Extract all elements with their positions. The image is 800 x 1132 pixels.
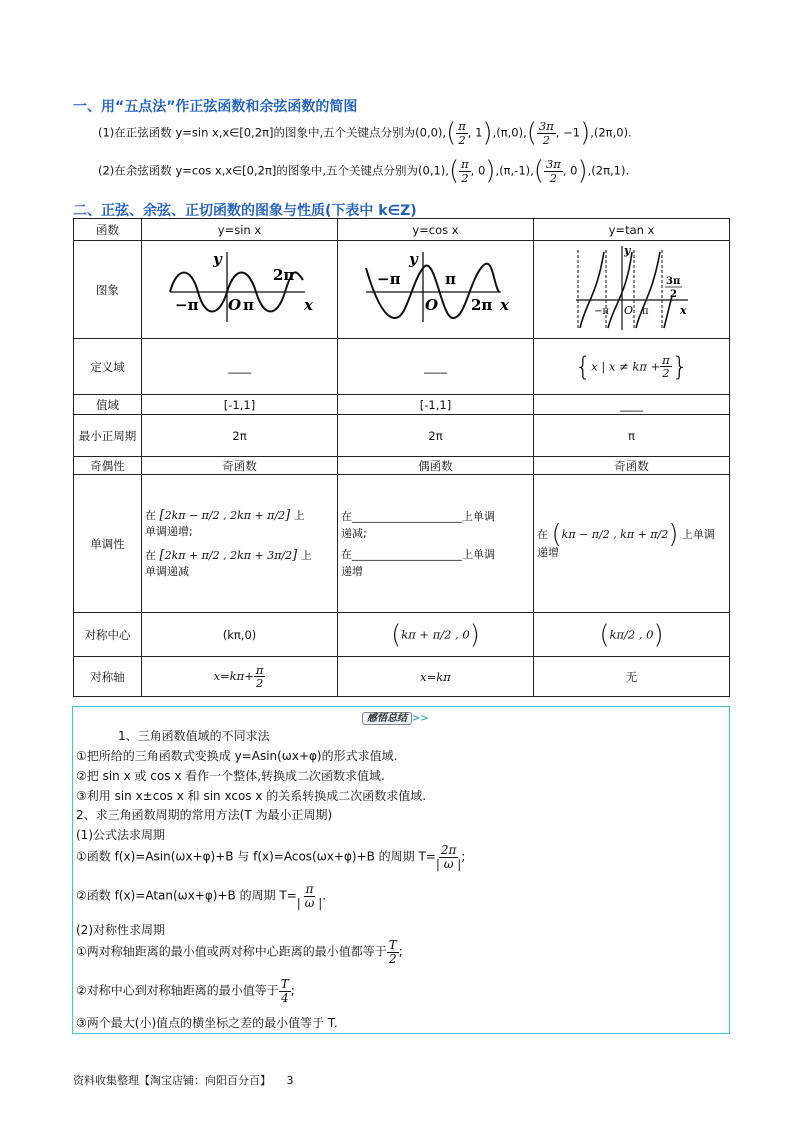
parity-sin: 奇函数 — [142, 457, 338, 475]
footer-text: 资料收集整理【淘宝店铺：向阳百分百】 — [73, 1074, 271, 1087]
fraction: $\frac{\pi}{2}$ — [255, 662, 264, 690]
range-label: 值域 — [74, 395, 142, 415]
tan-graph-cell — [534, 241, 730, 339]
header-tan: y=tan x — [534, 219, 730, 241]
cos-graph-origin: O — [424, 296, 438, 314]
summary-line-4: ③利用 sin x±cos x 和 sin xcos x 的关系转换成二次函数求值域. — [76, 789, 427, 803]
cos-graph-neg-pi: −π — [376, 270, 401, 288]
table-row-domain — [74, 339, 730, 395]
table-row-graph — [74, 241, 730, 339]
center-label: 对称中心 — [74, 613, 142, 657]
mono-cos-increase: 在____________________上单调 — [341, 547, 495, 561]
summary-line-3: ②把 sin x 或 cos x 看作一个整体,转换成二次函数求值域. — [76, 769, 385, 783]
summary-line-2: ①把所给的三角函数式变换成 y=Asin(ωx+φ)的形式求值域. — [76, 749, 398, 763]
tan-graph-y: y — [623, 244, 630, 257]
tan-graph — [572, 242, 692, 334]
summary-line-12: ③两个最大(小)值点的横坐标之差的最小值等于 T. — [76, 1016, 338, 1030]
sin-graph-origin: O — [227, 296, 241, 314]
summary-line-11: ②对称中心到对称轴距离的最小值等于 $\frac{T}{4}$ ; — [76, 977, 295, 1005]
tan-graph-3pi-den: 2 — [669, 289, 677, 300]
table-row-axis — [74, 657, 730, 697]
summary-line-1: 1、三角函数值域的不同求法 — [118, 729, 270, 743]
cos-graph-cell — [338, 241, 534, 339]
parity-label: 奇偶性 — [74, 457, 142, 475]
mono-label: 单调性 — [74, 475, 142, 613]
mono-sin-increase-tail: 单调递增; — [145, 524, 193, 538]
domain-tan: {x | x ≠ kπ + $\frac{\pi}{2}$ } — [534, 339, 730, 395]
fraction: $\frac{T}{2}$ — [388, 938, 397, 966]
sin-line-prefix: (1)在正弦函数 y=sin x,x∈[0,2π]的图象中,五个关键点分别为(0,0), — [98, 125, 447, 140]
sin-graph-x: x — [303, 296, 313, 314]
tan-graph-origin: O — [623, 304, 633, 317]
cos-line-prefix: (2)在余弦函数 y=cos x,x∈[0,2π]的图象中,五个关键点分别为(0,1), — [98, 163, 449, 178]
domain-label: 定义域 — [74, 339, 142, 395]
domain-cos: ____ — [338, 339, 534, 395]
mono-tan — [534, 475, 730, 613]
table-header-row — [74, 219, 730, 241]
table-row-center — [74, 613, 730, 657]
footer — [73, 1072, 294, 1088]
sin-graph-cell — [142, 241, 338, 339]
mono-sin-increase: 在 [2kπ − π/2 , 2kπ + π/2] 上 — [145, 507, 305, 523]
sin-graph-pi: π — [242, 296, 254, 314]
summary-line-5: 2、求三角函数周期的常用方法(T 为最小正周期) — [76, 808, 333, 822]
section-2-heading: 二、正弦、余弦、正切函数的图象与性质(下表中 k∈Z) — [73, 203, 417, 219]
cos-graph — [361, 248, 511, 328]
summary-line-7: ①函数 f(x)=Asin(ωx+φ)+B 与 f(x)=Acos(ωx+φ)+B 的周期 T= $\frac{2\pi}{| \omega |}$ ; — [76, 843, 466, 871]
axis-cos: x=kπ — [338, 657, 534, 697]
domain-sin: ____ — [142, 339, 338, 395]
center-sin: (kπ,0) — [142, 613, 338, 657]
axis-label: 对称轴 — [74, 657, 142, 697]
fraction: $\frac{\pi}{2}$ — [458, 119, 466, 147]
fraction: $\frac{\pi}{| \omega |}$ — [296, 882, 323, 910]
summary-line-6: (1)公式法求周期 — [76, 828, 165, 842]
table-row-monotonicity — [74, 475, 730, 613]
mono-cos-decrease-tail: 递减; — [341, 526, 367, 540]
parity-tan: 奇函数 — [534, 457, 730, 475]
graph-label: 图象 — [74, 241, 142, 339]
header-function: 函数 — [74, 219, 142, 241]
tan-graph-neg-pi: −π — [593, 306, 609, 317]
summary-line-9: (2)对称性求周期 — [76, 923, 165, 937]
mono-sin — [142, 475, 338, 613]
range-cos: [-1,1] — [338, 395, 534, 415]
cos-graph-pi: π — [444, 270, 456, 288]
mono-sin-decrease-tail: 单调递减 — [145, 564, 189, 578]
period-label: 最小正周期 — [74, 415, 142, 457]
fraction: $\frac{2\pi}{| \omega |}$ — [435, 843, 462, 871]
page-number: 3 — [286, 1074, 294, 1087]
period-cos: 2π — [338, 415, 534, 457]
header-sin: y=sin x — [142, 219, 338, 241]
table-row-period — [74, 415, 730, 457]
cos-graph-y: y — [408, 250, 418, 268]
sin-graph — [165, 248, 315, 328]
axis-sin: x=kπ+ $\frac{\pi}{2}$ — [142, 657, 338, 697]
tan-graph-3pi-num: 3π — [665, 276, 680, 287]
center-tan: (kπ/2 , 0) — [534, 613, 730, 657]
tan-graph-x: x — [679, 304, 687, 317]
cos-graph-x: x — [499, 296, 509, 314]
mono-cos — [338, 475, 534, 613]
fraction: $\frac{\pi}{2}$ — [461, 157, 469, 185]
mono-tan-increase: 在 (kπ − π/2 , kπ + π/2) 上单调 — [537, 519, 715, 550]
properties-table — [73, 218, 730, 697]
mono-cos-increase-tail: 递增 — [341, 564, 363, 578]
fraction: $\frac{3\pi}{2}$ — [545, 157, 561, 185]
parity-cos: 偶函数 — [338, 457, 534, 475]
fraction: $\frac{\pi}{2}$ — [662, 352, 670, 380]
section-1-heading: 一、用“五点法”作正弦函数和余弦函数的简图 — [73, 99, 358, 115]
mono-sin-decrease: 在 [2kπ + π/2 , 2kπ + 3π/2] 上 — [145, 547, 312, 563]
sin-graph-two-pi: 2π — [272, 266, 294, 284]
cos-graph-two-pi: 2π — [470, 296, 492, 314]
summary-line-8: ②函数 f(x)=Atan(ωx+φ)+B 的周期 T= $\frac{\pi}{| \omega |}$ . — [76, 882, 327, 910]
sin-graph-y: y — [212, 250, 222, 268]
summary-line-10: ①两对称轴距离的最小值或两对称中心距离的最小值都等于 $\frac{T}{2}$ ; — [76, 938, 403, 966]
summary-badge: 感悟总结 >> — [362, 709, 429, 724]
period-sin: 2π — [142, 415, 338, 457]
range-sin: [-1,1] — [142, 395, 338, 415]
cos-key-points-line: (2)在余弦函数 y=cos x,x∈[0,2π]的图象中,五个关键点分别为(0,1),( $\frac{\pi}{2}$ , 0),(π,-1),( $\frac{3\pi}{2}$ , 0),(2π,1). — [98, 156, 630, 186]
fraction: $\frac{T}{4}$ — [280, 977, 289, 1005]
axis-tan: 无 — [534, 657, 730, 697]
tan-graph-pi: π — [641, 306, 649, 317]
sin-key-points-line: (1)在正弦函数 y=sin x,x∈[0,2π]的图象中,五个关键点分别为(0,0),( $\frac{\pi}{2}$ , 1),(π,0),( $\frac{3\pi}{2}$ , −1),(2π,0). — [98, 118, 632, 148]
sin-graph-neg-pi: −π — [174, 296, 199, 314]
period-tan: π — [534, 415, 730, 457]
table-row-parity — [74, 457, 730, 475]
fraction: $\frac{3\pi}{2}$ — [538, 119, 554, 147]
mono-cos-decrease: 在____________________上单调 — [341, 509, 495, 523]
header-cos: y=cos x — [338, 219, 534, 241]
center-cos: (kπ + π/2 , 0) — [338, 613, 534, 657]
table-row-range — [74, 395, 730, 415]
range-tan: ____ — [534, 395, 730, 415]
mono-tan-increase-tail: 递增 — [537, 545, 559, 559]
